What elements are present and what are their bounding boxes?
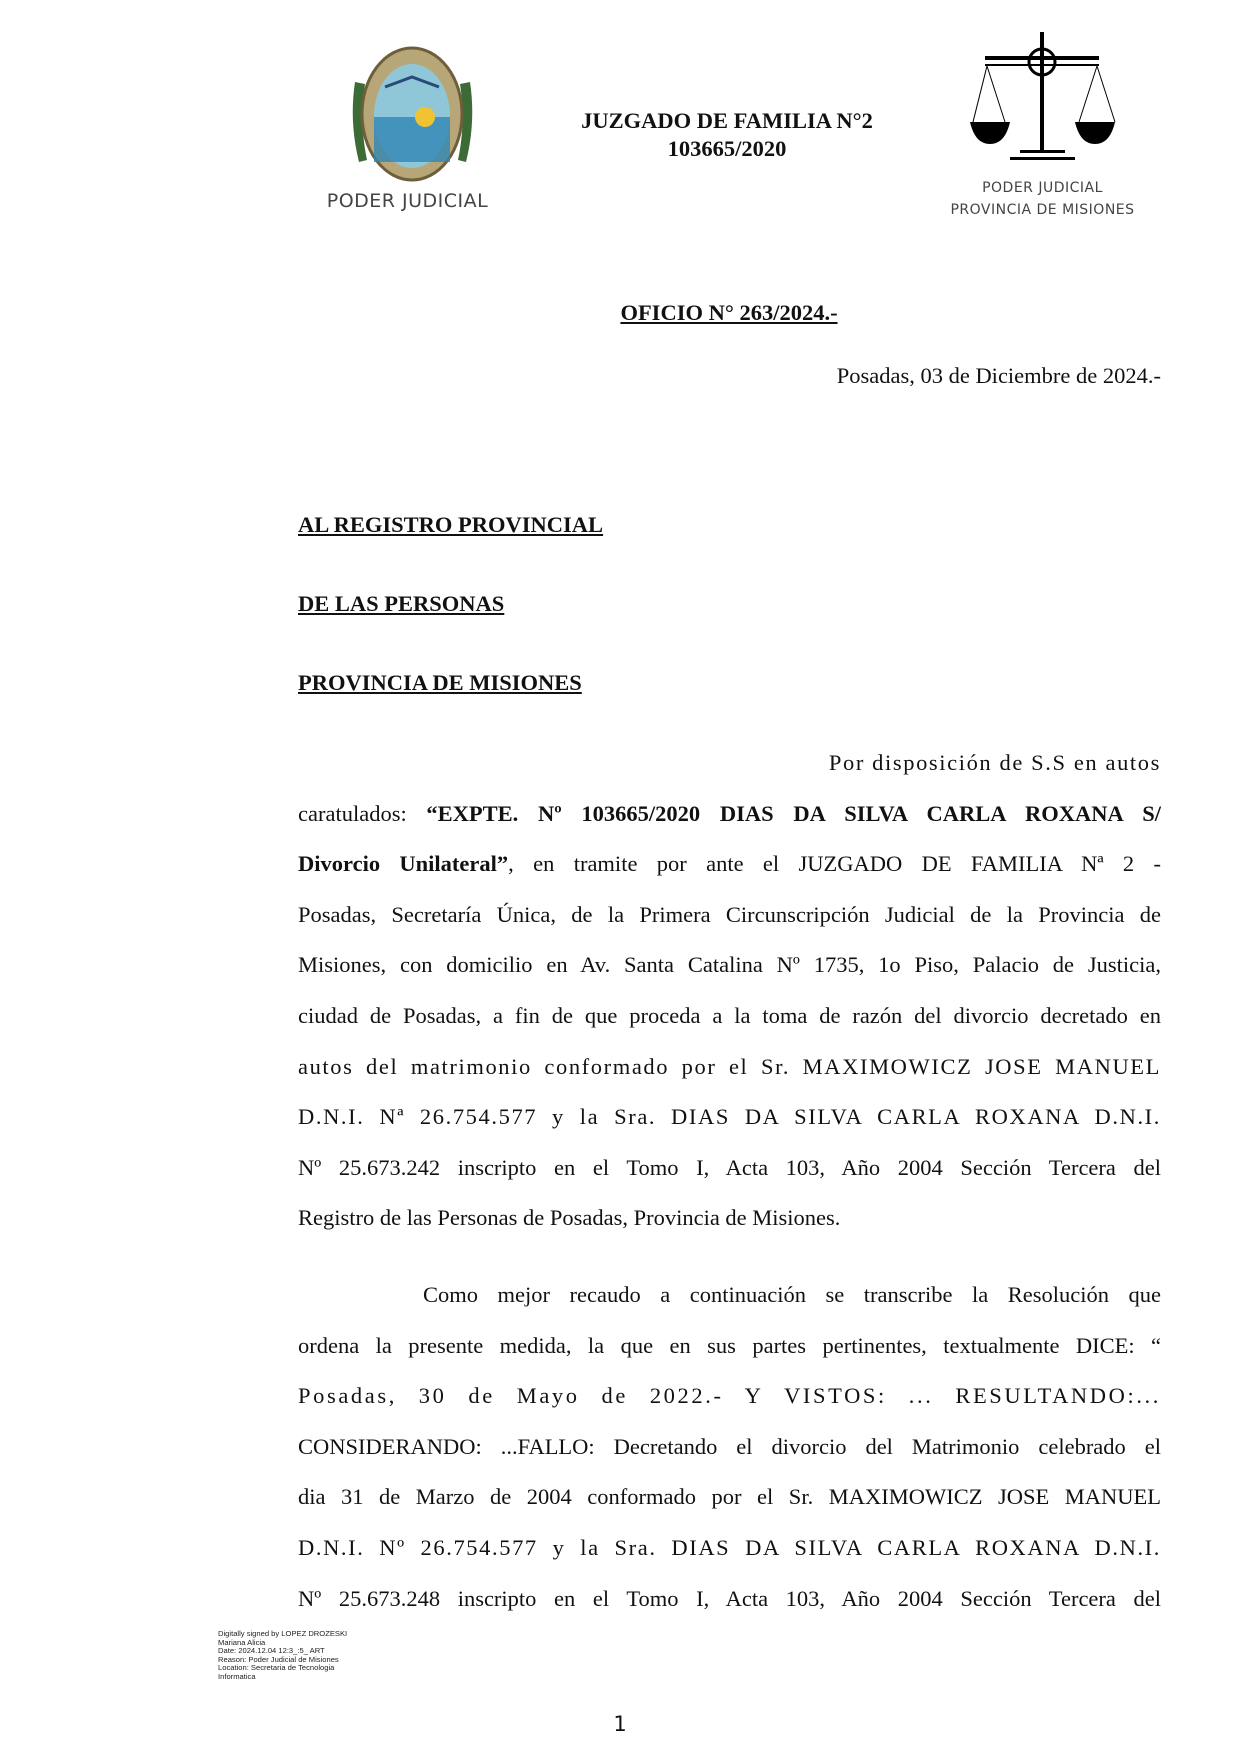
bold-text: Divorcio Unilateral” xyxy=(298,851,509,877)
text: autos del matrimonio conformado por el Sr. MAXIMOWICZ JOSE MANUEL xyxy=(298,1053,1161,1079)
signature-line: Date: 2024.12.04 12:3_:5_ ART xyxy=(218,1646,325,1656)
text: Nº 25.673.248 inscripto en el Tomo I, Acta 103, Año 2004 Sección Tercera del xyxy=(298,1585,1161,1611)
signature-line: Reason: Poder Judicial de Misiones xyxy=(218,1654,339,1664)
digital-signature-stamp xyxy=(218,1630,347,1682)
paragraph-1-line xyxy=(298,849,1161,879)
paragraph-1-line xyxy=(298,1102,1161,1132)
paragraph-2-line xyxy=(423,1280,1161,1310)
left-logo-caption: PODER JUDICIAL xyxy=(326,190,489,212)
text: caratulados: xyxy=(298,800,427,826)
text: ciudad de Posadas, a fin de que proceda a la toma de razón del divorcio decretado en xyxy=(298,1003,1161,1028)
text: Posadas, Secretaría Única, de la Primera Circunscripción Judicial de la Provincia de xyxy=(298,901,1161,927)
addressee-line-2: DE LAS PERSONAS xyxy=(298,591,505,616)
header-case-number: 103665/2020 xyxy=(667,136,787,161)
provincial-coat-of-arms-logo xyxy=(345,42,480,182)
text: D.N.I. Nº 26.754.577 y la Sra. DIAS DA SILVA CARLA ROXANA D.N.I. xyxy=(298,1535,1161,1560)
paragraph-1-line xyxy=(298,1052,1161,1082)
addressee-line-3: PROVINCIA DE MISIONES xyxy=(298,670,582,695)
document-date: Posadas, 03 de Diciembre de 2024.- xyxy=(836,363,1161,388)
paragraph-1-line xyxy=(298,1203,1161,1233)
text: Registro de las Personas de Posadas, Provincia de Misiones. xyxy=(298,1205,841,1231)
text: dia 31 de Marzo de 2004 conformado por el Sr. MAXIMOWICZ JOSE MANUEL xyxy=(298,1484,1161,1510)
paragraph-2-line xyxy=(298,1533,1161,1563)
right-logo-caption xyxy=(935,177,1150,221)
paragraph-2-line xyxy=(298,1381,1161,1411)
text: , en tramite por ante el JUZGADO DE FAMILIA Nª 2 - xyxy=(508,851,1161,877)
paragraph-2-line xyxy=(298,1584,1161,1614)
text: ordena la presente medida, la que en sus partes pertinentes, textualmente DICE: “ xyxy=(298,1332,1161,1358)
signature-line: Informatica xyxy=(218,1671,256,1681)
text: Misiones, con domicilio en Av. Santa Catalina Nº 1735, 1o Piso, Palacio de Justicia, xyxy=(298,952,1161,978)
bold-text: “EXPTE. Nº 103665/2020 DIAS DA SILVA CARLA ROXANA S/ xyxy=(426,800,1161,826)
text: Como mejor recaudo a continuación se transcribe la Resolución que xyxy=(423,1282,1161,1307)
document-header xyxy=(527,107,927,163)
page-number: 1 xyxy=(613,1712,627,1736)
paragraph-1-line xyxy=(298,1153,1161,1183)
text: Posadas, 30 de Mayo de 2022.- Y VISTOS: ... RESULTANDO:... xyxy=(298,1383,1161,1409)
text: D.N.I. Nª 26.754.577 y la Sra. DIAS DA SILVA CARLA ROXANA D.N.I. xyxy=(298,1104,1161,1130)
right-logo-caption-line-2: PROVINCIA DE MISIONES xyxy=(950,202,1135,218)
paragraph-1-line xyxy=(298,748,1161,778)
paragraph-1-line xyxy=(298,799,1161,829)
paragraph-1-line xyxy=(298,1001,1161,1031)
text: Por disposición de S.S en autos xyxy=(828,750,1161,775)
paragraph-2-line xyxy=(298,1432,1161,1462)
signature-line: Digitally signed by LOPEZ DROZESKI xyxy=(218,1629,348,1638)
text: Nº 25.673.242 inscripto en el Tomo I, Acta 103, Año 2004 Sección Tercera del xyxy=(298,1154,1161,1180)
text: CONSIDERANDO: ...FALLO: Decretando el divorcio del Matrimonio celebrado el xyxy=(298,1433,1161,1459)
paragraph-1-line xyxy=(298,950,1161,980)
court-name: JUZGADO DE FAMILIA N°2 xyxy=(581,108,873,133)
scales-of-justice-logo xyxy=(965,32,1120,177)
addressee-line-1: AL REGISTRO PROVINCIAL xyxy=(298,512,604,537)
paragraph-2-line xyxy=(298,1482,1161,1512)
paragraph-1-line xyxy=(298,900,1161,930)
oficio-number: OFICIO N° 263/2024.- xyxy=(620,300,838,325)
right-logo-caption-line-1: PODER JUDICIAL xyxy=(982,180,1103,196)
signature-line: Location: Secretaria de Tecnologia xyxy=(218,1663,335,1673)
paragraph-2-line xyxy=(298,1331,1161,1361)
signature-line: Mariana Alicia xyxy=(218,1637,266,1647)
